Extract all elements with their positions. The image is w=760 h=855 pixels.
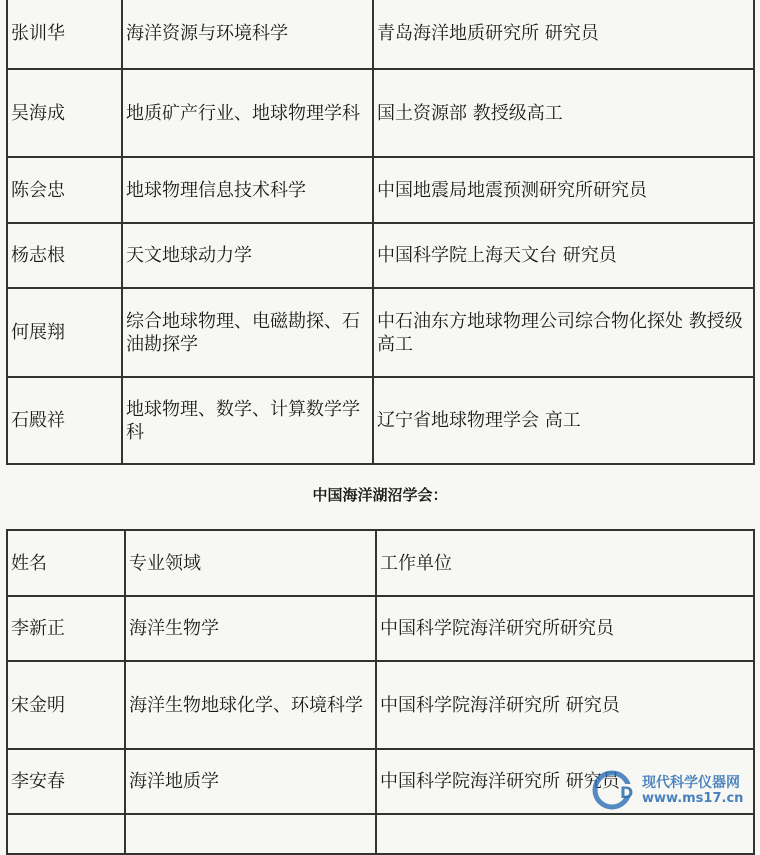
field-cell: 地球物理信息技术科学 [122,157,373,223]
table-row [7,69,754,157]
field-cell: 天文地球动力学 [122,223,373,288]
unit-cell: 中国地震局地震预测研究所研究员 [373,157,754,223]
unit-cell: 国土资源部 教授级高工 [373,69,754,157]
header-name: 姓名 [7,530,125,596]
svg-text:D: D [620,783,634,802]
table-row [7,814,754,854]
name-cell: 吴海成 [7,69,122,157]
section-title: 中国海洋湖沼学会： [312,486,448,504]
table-row [7,596,754,661]
table-row [7,288,754,377]
table-row [7,0,754,69]
header-field: 专业领域 [125,530,376,596]
unit-cell: 辽宁省地球物理学会 高工 [373,377,754,464]
watermark [592,768,760,812]
field-cell: 地球物理、数学、计算数学学科 [122,377,373,464]
name-cell: 杨志根 [7,223,122,288]
name-cell: 李安春 [7,749,125,814]
table-row [7,661,754,749]
header-unit: 工作单位 [376,530,754,596]
field-cell [125,814,376,854]
expert-table-1 [6,0,755,465]
field-cell: 海洋资源与环境科学 [122,0,373,69]
table-row [7,377,754,464]
field-cell: 海洋生物地球化学、环境科学 [125,661,376,749]
table-row [7,157,754,223]
table-row [7,223,754,288]
field-cell: 海洋生物学 [125,596,376,661]
watermark-url: www.ms17.cn [642,791,744,806]
name-cell: 李新正 [7,596,125,661]
name-cell: 石殿祥 [7,377,122,464]
unit-cell: 中国科学院海洋研究所 研究员 [376,661,754,749]
field-cell: 综合地球物理、电磁勘探、石油勘探学 [122,288,373,377]
table-header-row [7,530,754,596]
unit-cell: 中国科学院海洋研究所 研究员 [376,749,754,814]
name-cell: 张训华 [7,0,122,69]
unit-cell: 中国科学院海洋研究所研究员 [376,596,754,661]
field-cell: 地质矿产行业、地球物理学科 [122,69,373,157]
watermark-logo-icon [592,768,638,812]
unit-cell: 青岛海洋地质研究所 研究员 [373,0,754,69]
unit-cell: 中石油东方地球物理公司综合物化探处 教授级高工 [373,288,754,377]
name-cell: 陈会忠 [7,157,122,223]
watermark-title: 现代科学仪器网 [642,775,740,791]
name-cell: 宋金明 [7,661,125,749]
name-cell: 何展翔 [7,288,122,377]
unit-cell [376,814,754,854]
unit-cell: 中国科学院上海天文台 研究员 [373,223,754,288]
field-cell: 海洋地质学 [125,749,376,814]
name-cell [7,814,125,854]
